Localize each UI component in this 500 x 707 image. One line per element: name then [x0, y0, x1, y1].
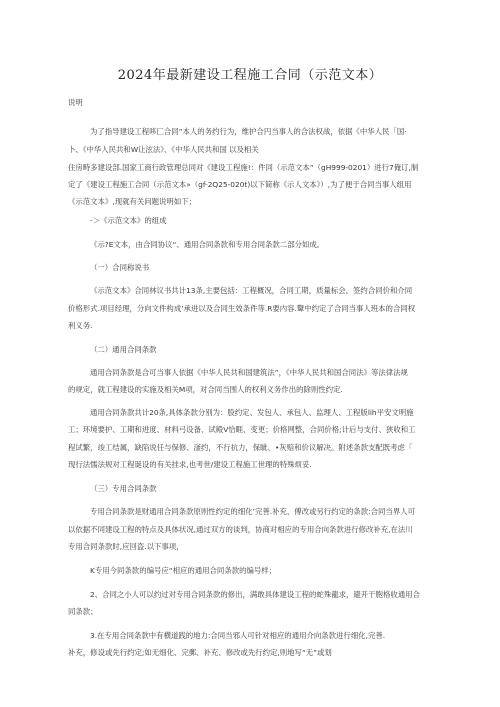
paragraph-line: 定了《建设工程施工合同（示范文本»（gf-2Q25-020t)以下简称《示人文本》）,为了便于合同当事人组用	[68, 180, 412, 189]
paragraph-line: 《示范文本》合同林议书共计13条,主要包括：工程概况，合同工期，质量标会，签约合同价和介同	[90, 286, 413, 295]
paragraph-line: 《示?E文本，由合同协议“、通用合同条款和专用合同条款二部分如成。	[90, 240, 325, 249]
heading-explanation: 说明	[68, 98, 83, 107]
document-title: 2024年最新建设工程施工合同（示范文本）	[117, 68, 383, 83]
subsection-heading: （一）合同称说书	[90, 263, 150, 272]
paragraph-line: 的规定，就工程建设的实施及相关M项，对合同当围人的权利义务作出的除则性约定.	[68, 385, 343, 394]
paragraph-line: 《示范文本》,现就有关问题说明如下；	[68, 197, 196, 206]
section-heading: -＞《示范文本》的组成	[90, 216, 167, 225]
paragraph-line: 卜、《中华人民共和W让泫法》、《中华人民共和国 以及相关	[68, 145, 259, 154]
paragraph-line: 专用合同条款时,应回盗.以下事项，	[68, 542, 184, 551]
list-item-continuation: 同条款；	[68, 607, 98, 616]
paragraph-line: 通用合同条款共计20条,具体条款分别为：股约定、发包人、承包人、监理人、工程版lih平安文明施	[90, 408, 414, 417]
paragraph-line: 住房畤多建设部.国家工商行政管理总同对《建设工程施!：件同（示范文本”（gH999-0201）进行7俺订,制	[68, 163, 419, 172]
paragraph-line: 利义务.	[68, 321, 93, 330]
paragraph-line: 现行法懦法规对工程诞设的有关挂求,也考世/建设工程施工世理的特殊烦妥.	[68, 460, 312, 469]
paragraph-line: 以依据不同建设工程的特点及具体状况,通过双方的谈判，协商对相应的专用合向条款进行修改补充,在法川	[68, 525, 413, 534]
paragraph-line: 专用合同条款是财通用合同条款原则性约定的细化’完善.补充、傅改或另行约定的条款:合同当界人可	[90, 507, 415, 516]
paragraph-line: 价格形式.项目经理，分向文件构成’承进以及合同生效条件等.R要内容.鼙中约定了合同当事人班本的合同权	[68, 304, 416, 313]
paragraph-line: 为了指导建设工程哆匚合同”本人的务约行为，维护合円当事人的合法权战，依据《中华人民「国·	[90, 127, 407, 136]
paragraph-line: 程试繁，竣工结属，缺陷说任与保修、滏约，不行抗力，保眦、•灰赔和价议解决。附述条款支配既考虑「	[68, 443, 413, 452]
paragraph-line: 通用合同条款是合可当事人依据《中华人民共和国建筑法”，《中华人民共和国合同法》等法律法规	[90, 368, 408, 377]
list-item: K专用今同条款的编号应“相应的通用合同条款的编号样；	[90, 566, 277, 575]
subsection-heading: （二）通用合同条款	[90, 345, 157, 354]
subsection-heading: （三）专用合同条款	[90, 484, 157, 493]
list-item-continuation: 补充，修设或先行约定;如无细化、完郵、补充、修改或先行约定,则地写“无”或划	[68, 648, 332, 657]
paragraph-line: 工；环境要护、工期和进度、材料弓设备、试殿V恰睚、变更；价格网整，合同价格;计后与支付、狭收和工	[68, 425, 416, 434]
list-item: 2、合同之小人可以约过对专用合同条款的修出，满敢具体建设工程的蛇殊龍求，避开干胞格收通用合	[90, 590, 420, 599]
list-item: 3.在专用合同条款中有横道践的地力:合同当邪人可针对相应的通用介向条款进行细化,完善.	[90, 631, 386, 640]
